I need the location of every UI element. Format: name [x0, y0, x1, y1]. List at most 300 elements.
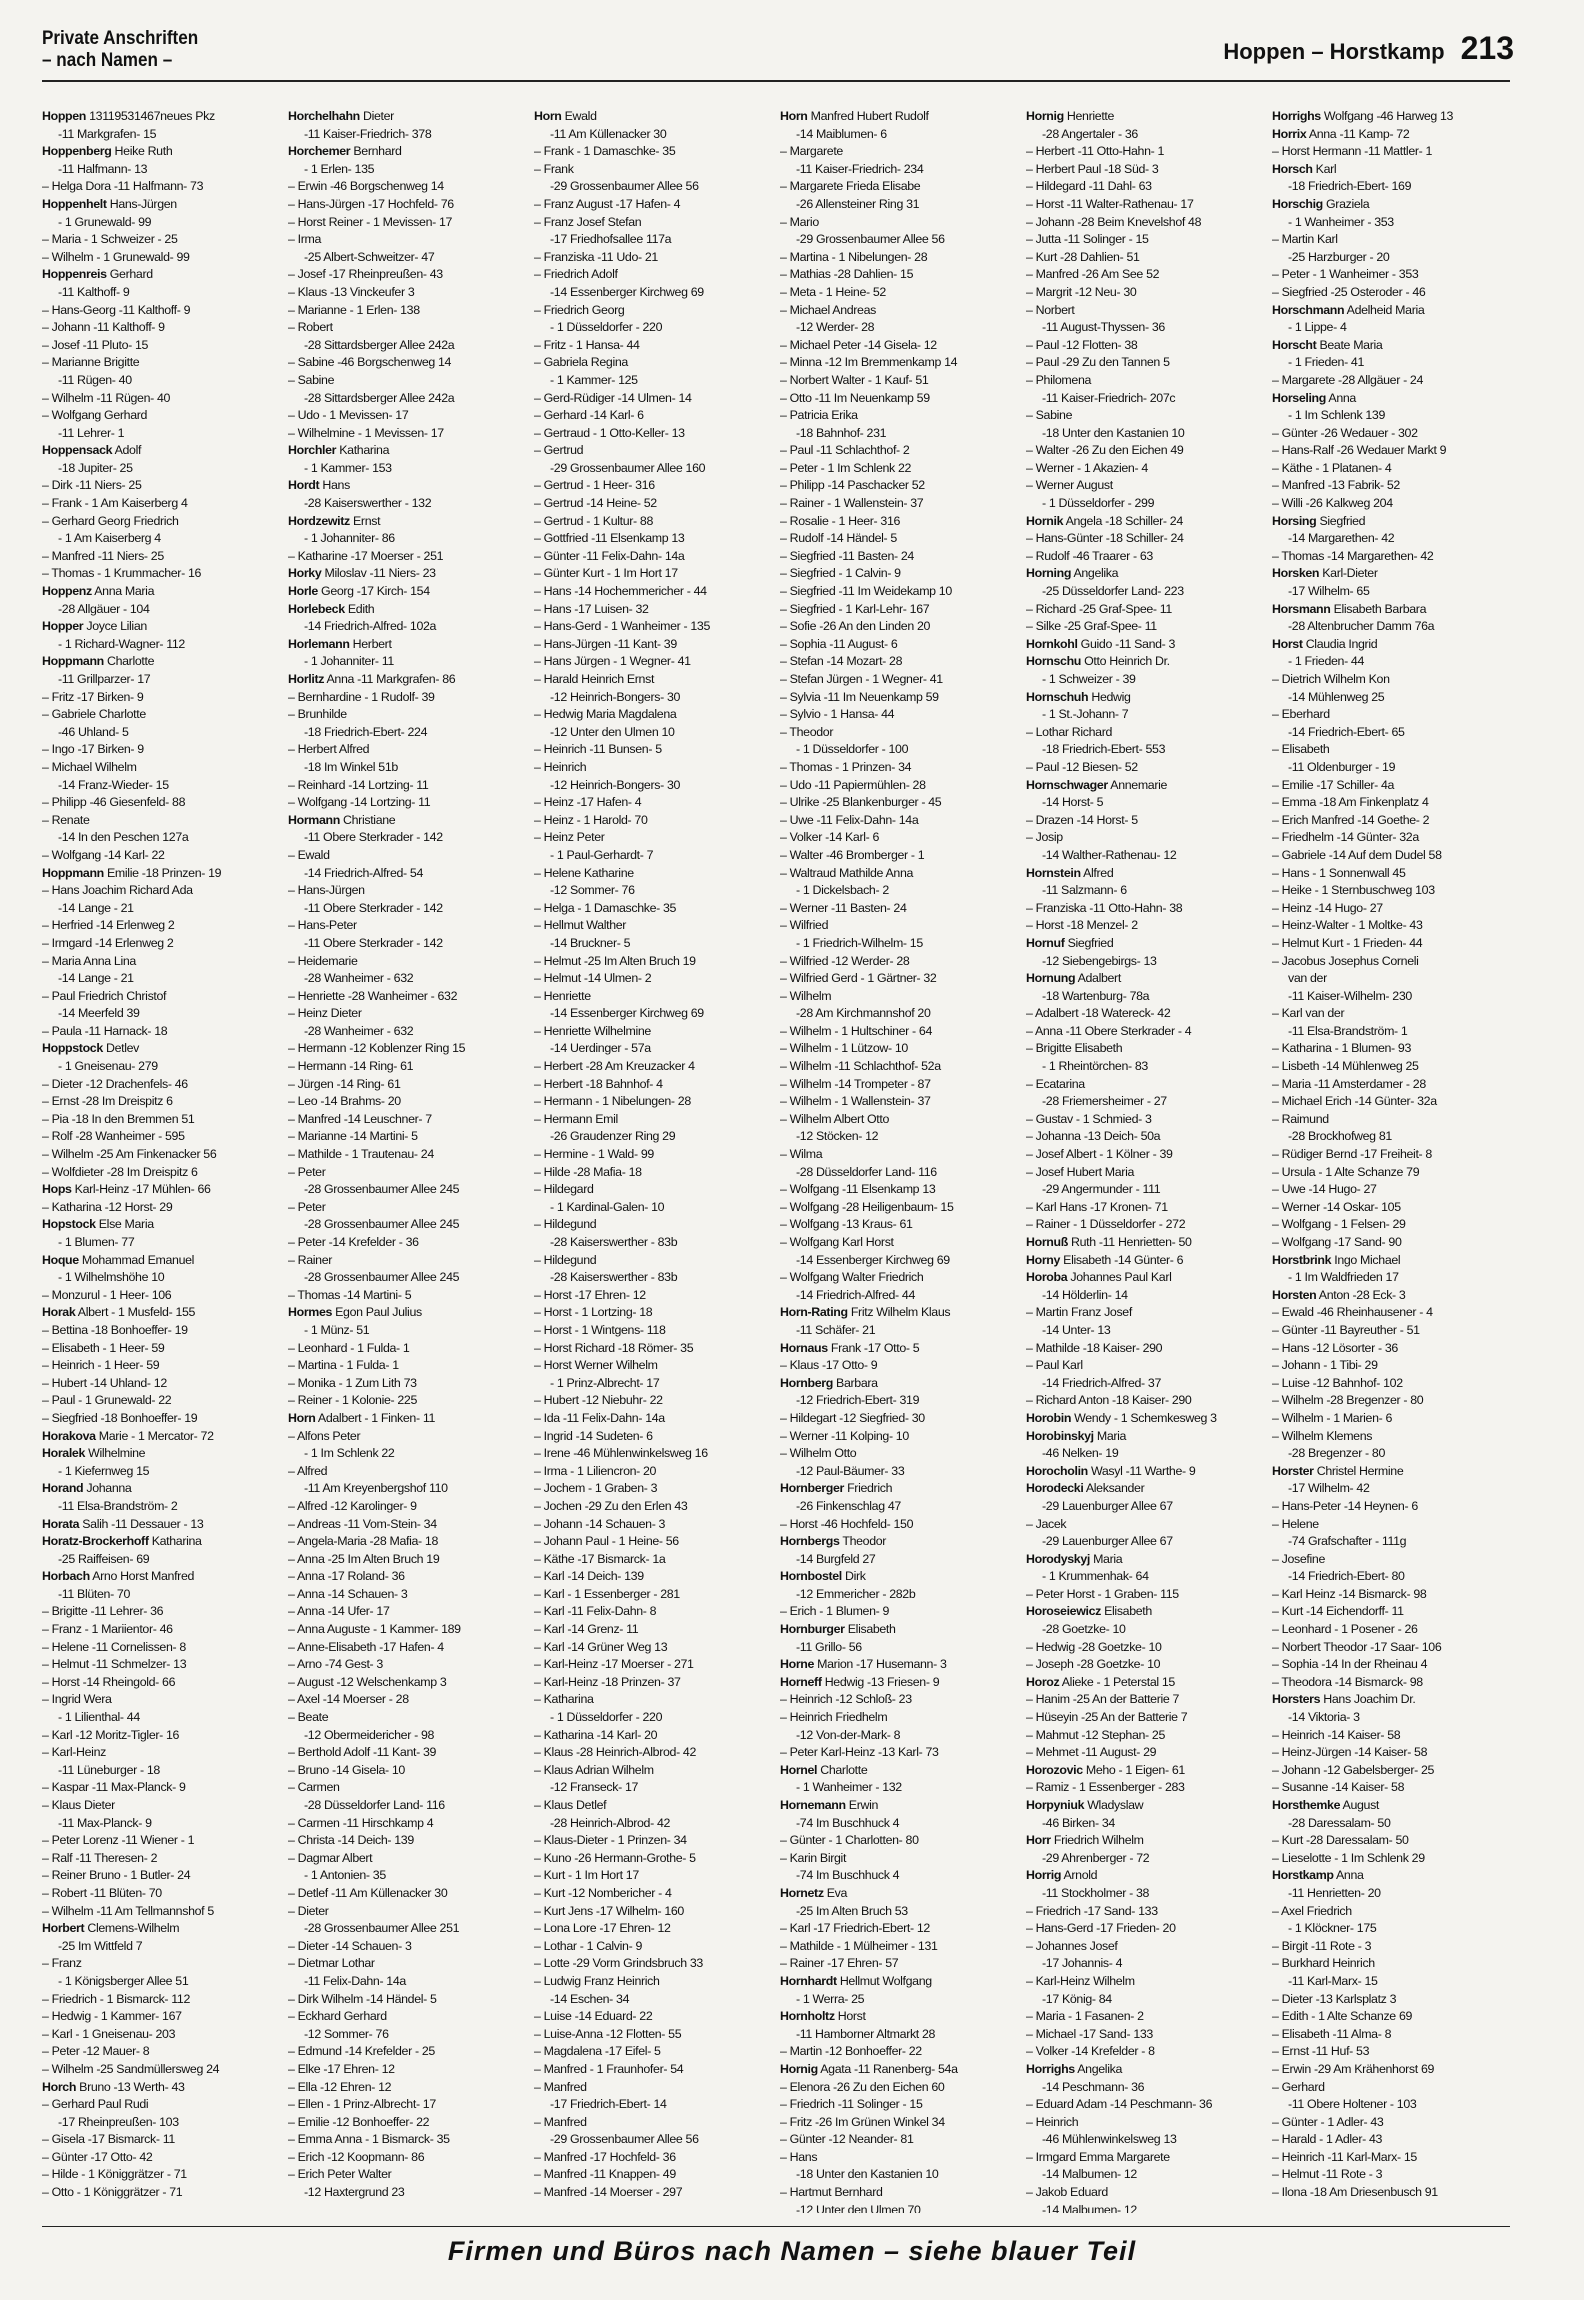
- directory-entry-line: – Pia -18 In den Bremmen 51: [42, 1111, 195, 1126]
- directory-entry-line: – Kurt Jens -17 Wilhelm- 160: [534, 1903, 684, 1918]
- surname: Horlitz: [288, 672, 325, 686]
- directory-entry-line: - 1 Wilhelmshöhe 10: [58, 1270, 165, 1285]
- directory-entry-line: -11 Grillparzer- 17: [58, 672, 151, 686]
- directory-entry-line: - 1 St.-Johann- 7: [1042, 707, 1129, 722]
- surname: Hopper: [42, 619, 84, 634]
- directory-entry-line: - 1 Werra- 25: [796, 1991, 865, 2006]
- directory-column-5: [1026, 108, 1266, 2213]
- directory-entry-line: – Hans-Peter -14 Heynen- 6: [1272, 1498, 1418, 1513]
- entry-detail: Ingo Michael: [1331, 1252, 1401, 1267]
- directory-entry-line: – Anne-Elisabeth -17 Hafen- 4: [288, 1639, 444, 1654]
- entry-detail: Charlotte: [103, 654, 155, 669]
- directory-entry-line: -11 Kaiser-Friedrich- 234: [796, 161, 924, 176]
- directory-entry-line: – Josef Hubert Maria: [1026, 1164, 1135, 1179]
- directory-entry-line: – Günter -12 Neander- 81: [780, 2132, 914, 2147]
- surname: Hornuß: [1026, 1235, 1068, 1249]
- directory-entry-line: – Emilie -12 Bonhoeffer- 22: [288, 2114, 430, 2129]
- directory-entry-line: - 1 Wanheimer - 353: [1288, 214, 1394, 229]
- directory-entry-line: – Bruno -14 Gisela- 10: [288, 1762, 405, 1777]
- directory-entry-line: – Thomas - 1 Krummacher- 16: [42, 566, 202, 581]
- entry-detail: Alfred: [1080, 865, 1114, 880]
- directory-entry-line: - 1 Lippe- 4: [1288, 320, 1347, 335]
- directory-entry-line: – Gerhard Georg Friedrich: [42, 513, 179, 528]
- directory-entry-line: – Wolfgang -14 Lortzing- 11: [288, 795, 431, 810]
- directory-entry-line: – Wilhelm -14 Trompeter - 87: [780, 1076, 931, 1091]
- directory-entry-line: - 1 Kammer- 125: [550, 372, 638, 387]
- directory-entry-line: - 1 Lilienthal- 44: [58, 1710, 140, 1725]
- directory-entry-line: -11 Schäfer- 21: [796, 1322, 876, 1337]
- directory-entry-line: -18 Wartenburg- 78a: [1042, 988, 1150, 1003]
- directory-entry-line: -46 Mühlenwinkelsweg 13: [1042, 2132, 1177, 2147]
- surname: Horrix: [1272, 126, 1307, 141]
- directory-entry-heading: [780, 1304, 1020, 1322]
- directory-entry-line: -14 Uerdinger - 57a: [550, 1041, 651, 1056]
- directory-entry-heading: [780, 1973, 1020, 1991]
- directory-entry-line: – Wilhelm - 1 Marien- 6: [1272, 1410, 1393, 1425]
- directory-entry-line: - 1 Kammer- 153: [304, 460, 392, 475]
- directory-entry-line: – Hellmut Walther: [534, 918, 627, 933]
- entry-detail: Siegfried: [1064, 935, 1114, 950]
- directory-entry-line: -18 Friedrich-Ebert- 169: [1288, 179, 1412, 194]
- directory-entry-line: – Mahmut -12 Stephan- 25: [1026, 1727, 1165, 1742]
- directory-entry-line: – Hans-Peter: [288, 918, 357, 933]
- directory-entry-line: -14 Friedrich-Alfred- 54: [304, 865, 423, 880]
- directory-entry-line: – Robert: [288, 320, 333, 335]
- directory-entry-heading: [1272, 1797, 1512, 1815]
- surname: Horn: [780, 109, 808, 123]
- entry-detail: Angelika: [1074, 2061, 1122, 2076]
- directory-entry-line: – Norbert Theodor -17 Saar- 106: [1272, 1639, 1442, 1654]
- directory-entry-line: – Fritz -17 Birken- 9: [42, 689, 144, 704]
- directory-entry-line: -14 Essenberger Kirchweg 69: [796, 1252, 950, 1267]
- directory-entry-line: -25 Düsseldorfer Land- 223: [1042, 584, 1184, 599]
- directory-entry-line: – Herbert -11 Otto-Hahn- 1: [1026, 144, 1165, 159]
- directory-entry-line: – Kurt -14 Eichendorff- 11: [1272, 1604, 1404, 1619]
- directory-entry-heading: [42, 1252, 282, 1270]
- directory-entry-line: – Ilona -18 Am Driesenbusch 91: [1272, 2185, 1438, 2200]
- directory-entry-line: -14 Mühlenweg 25: [1288, 689, 1385, 704]
- directory-entry-heading: [1272, 601, 1512, 619]
- directory-entry-line: – Karl -14 Deich- 139: [534, 1569, 644, 1584]
- surname: Horlemann: [288, 636, 350, 651]
- directory-entry-line: -28 Brockhofweg 81: [1288, 1129, 1392, 1144]
- entry-detail: Karl-Dieter: [1319, 566, 1378, 581]
- directory-entry-heading: [1272, 108, 1512, 126]
- directory-entry-heading: [288, 1304, 528, 1322]
- entry-detail: Otto Heinrich Dr.: [1081, 654, 1170, 669]
- directory-entry-line: – Frank - 1 Am Kaiserberg 4: [42, 496, 188, 511]
- directory-entry-line: – Uwe -14 Hugo- 27: [1272, 1182, 1377, 1197]
- directory-entry-line: – Margarete Frieda Elisabe: [780, 179, 921, 194]
- directory-entry-line: – Kurt -28 Dahlien- 51: [1026, 249, 1140, 264]
- directory-entry-line: -11 Hamborner Altmarkt 28: [796, 2026, 936, 2041]
- directory-entry-line: – Heinrich - 1 Heer- 59: [42, 1358, 160, 1373]
- directory-entry-line: – Heinrich: [534, 759, 587, 774]
- directory-entry-line: -28 Daressalam- 50: [1288, 1815, 1391, 1830]
- directory-entry-line: – Peter: [288, 1199, 326, 1214]
- entry-detail: 13119531467neues Pkz: [86, 109, 215, 123]
- directory-entry-line: – Silke -25 Graf-Spee- 11: [1026, 619, 1157, 634]
- directory-entry-line: -26 Allensteiner Ring 31: [796, 196, 920, 211]
- directory-entry-line: – Wilhelm Klemens: [1272, 1428, 1373, 1443]
- directory-entry-line: – Ingrid Wera: [42, 1692, 112, 1707]
- directory-entry-heading: [1026, 1480, 1266, 1498]
- surname: Hoque: [42, 1252, 79, 1267]
- directory-entry-line: – Beate: [288, 1710, 329, 1725]
- directory-entry-line: – Carmen: [288, 1780, 340, 1795]
- directory-entry-line: – Herfried -14 Erlenweg 2: [42, 918, 175, 933]
- directory-entry-line: -12 Unter den Ulmen 10: [550, 724, 675, 739]
- directory-entry-line: – Franziska -11 Otto-Hahn- 38: [1026, 900, 1183, 915]
- surname: Horoseiewicz: [1026, 1604, 1101, 1619]
- surname: Horoz: [1026, 1674, 1060, 1689]
- directory-entry-line: – Franz Josef Stefan: [534, 214, 642, 229]
- surname: Horchler: [288, 443, 337, 458]
- directory-entry-line: -14 Bruckner- 5: [550, 935, 631, 950]
- directory-entry-line: -14 Essenberger Kirchweg 69: [550, 1006, 704, 1021]
- directory-entry-line: van der: [1288, 971, 1327, 986]
- directory-entry-line: – Ella -12 Ehren- 12: [288, 2079, 392, 2094]
- directory-entry-line: – Hans-Jürgen: [288, 883, 365, 898]
- entry-detail: Emilie -18 Prinzen- 19: [103, 865, 222, 880]
- directory-entry-line: – Manfred - 1 Fraunhofer- 54: [534, 2061, 684, 2076]
- directory-entry-line: – Martina - 1 Fulda- 1: [288, 1358, 399, 1373]
- directory-entry-line: – Wilhelm -25 Am Finkenacker 56: [42, 1147, 217, 1162]
- directory-entry-line: – Ludwig Franz Heinrich: [534, 1973, 660, 1988]
- directory-entry-line: – Leonhard - 1 Posener - 26: [1272, 1622, 1418, 1637]
- directory-entry-line: – Günter - 1 Charlotten- 80: [780, 1833, 919, 1848]
- directory-entry-line: – Heidemarie: [288, 953, 358, 968]
- directory-entry-heading: [780, 1375, 1020, 1393]
- directory-entry-line: -11 Obere Sterkrader - 142: [304, 935, 443, 950]
- directory-entry-line: – Werner -11 Basten- 24: [780, 900, 907, 915]
- directory-entry-line: – Thomas -14 Martini- 5: [288, 1287, 412, 1302]
- directory-entry-line: – Dirk Wilhelm -14 Händel- 5: [288, 1991, 437, 2006]
- directory-entry-line: -46 Nelken- 19: [1042, 1446, 1119, 1461]
- directory-entry-line: -11 Oldenburger - 19: [1288, 759, 1396, 774]
- directory-entry-line: – Karl -17 Friedrich-Ebert- 12: [780, 1921, 930, 1936]
- directory-entry-line: -12 Haxtergrund 23: [304, 2185, 405, 2200]
- directory-entry-line: - 1 Friedrich-Wilhelm- 15: [796, 935, 923, 950]
- directory-entry-line: – Margarete -28 Allgäuer - 24: [1272, 372, 1424, 387]
- directory-entry-heading: [1272, 126, 1512, 144]
- surname: Hoppenberg: [42, 144, 112, 159]
- directory-entry-line: – Lothar - 1 Calvin- 9: [534, 1938, 643, 1953]
- directory-entry-line: – Wolfgang Gerhard: [42, 408, 148, 423]
- directory-entry-line: – Günter -11 Felix-Dahn- 14a: [534, 548, 685, 563]
- directory-entry-line: – Kuno -26 Hermann-Grothe- 5: [534, 1850, 696, 1865]
- entry-detail: Alieke - 1 Peterstal 15: [1059, 1674, 1175, 1689]
- directory-entry-line: -11 Kaiser-Wilhelm- 230: [1288, 988, 1412, 1003]
- directory-entry-line: – Erwin -29 Am Krähenhorst 69: [1272, 2061, 1435, 2076]
- directory-entry-line: – Hans -17 Luisen- 32: [534, 601, 649, 616]
- entry-detail: Claudia Ingrid: [1302, 636, 1378, 651]
- directory-entry-line: – Birgit -11 Rote - 3: [1272, 1938, 1372, 1953]
- entry-detail: Ruth -11 Henrietten- 50: [1067, 1235, 1192, 1249]
- directory-entry-heading: [780, 1533, 1020, 1551]
- directory-entry-line: – Brigitte Elisabeth: [1026, 1041, 1123, 1056]
- directory-entry-line: - 1 Prinz-Albrecht- 17: [550, 1375, 660, 1390]
- directory-entry-heading: [42, 143, 282, 161]
- entry-detail: Elisabeth: [844, 1622, 896, 1637]
- directory-entry-line: - 1 Düsseldorfer - 299: [1042, 496, 1155, 511]
- directory-entry-line: – Friedrich -11 Solinger - 15: [780, 2097, 923, 2112]
- entry-detail: Guido -11 Sand- 3: [1077, 636, 1176, 651]
- directory-entry-line: – Heinz -17 Hafen- 4: [534, 795, 642, 810]
- entry-detail: Henriette: [1063, 109, 1115, 123]
- directory-entry-line: – Manfred: [534, 2079, 587, 2094]
- directory-entry-line: -28 Düsseldorfer Land- 116: [304, 1798, 445, 1812]
- directory-entry-heading: [288, 565, 528, 583]
- directory-entry-line: – Anna -25 Im Alten Bruch 19: [288, 1551, 440, 1566]
- entry-detail: Katharina: [148, 1534, 202, 1549]
- surname: Horbert: [42, 1921, 85, 1936]
- directory-entry-line: – Wilhelm -25 Sandmüllersweg 24: [42, 2061, 220, 2076]
- directory-entry-line: – Angela-Maria -28 Mafia- 18: [288, 1534, 438, 1549]
- surname: Horky: [288, 566, 322, 581]
- footer-divider: [42, 2226, 1510, 2227]
- entry-detail: Salih -11 Dessauer - 13: [79, 1516, 204, 1531]
- entry-detail: Ernst: [349, 513, 381, 528]
- directory-entry-line: – Hanim -25 An der Batterie 7: [1026, 1692, 1180, 1707]
- directory-entry-heading: [1272, 1463, 1512, 1481]
- directory-entry-line: – Heinrich -12 Schloß- 23: [780, 1692, 912, 1707]
- surname: Horny: [1026, 1252, 1061, 1267]
- directory-entry-line: – Margrit -12 Neu- 30: [1026, 284, 1137, 299]
- surname: Horschig: [1272, 196, 1323, 211]
- directory-entry-line: – Hans-Jürgen -11 Kant- 39: [534, 636, 677, 651]
- surname: Horsten: [1272, 1287, 1317, 1302]
- directory-entry-line: – Sylvia -11 Im Neuenkamp 59: [780, 689, 939, 704]
- directory-entry-heading: [780, 1621, 1020, 1639]
- directory-entry-line: – Eberhard: [1272, 707, 1330, 722]
- surname: Horodyskyj: [1026, 1551, 1090, 1566]
- surname: Hornkohl: [1026, 636, 1078, 651]
- directory-entry-heading: [1026, 653, 1266, 671]
- directory-entry-line: – Klaus-Dieter - 1 Prinzen- 34: [534, 1833, 687, 1848]
- directory-entry-line: – Anna -14 Schauen- 3: [288, 1586, 408, 1601]
- directory-entry-line: – Käthe - 1 Platanen- 4: [1272, 460, 1392, 475]
- directory-entry-line: – Friedrich -17 Sand- 133: [1026, 1903, 1158, 1918]
- directory-entry-line: – Burkhard Heinrich: [1272, 1956, 1375, 1971]
- directory-entry-line: – Michael Andreas: [780, 302, 876, 317]
- directory-entry-line: - 1 Erlen- 135: [304, 161, 375, 176]
- directory-entry-line: – Karl Hans -17 Kronen- 71: [1026, 1199, 1168, 1214]
- directory-entry-line: – Hilde -28 Mafia- 18: [534, 1164, 642, 1179]
- directory-entry-line: – Sofie -26 An den Linden 20: [780, 619, 931, 634]
- directory-entry-line: – Hilde - 1 Königgrätzer - 71: [42, 2167, 187, 2182]
- surname: Hornig: [780, 2061, 818, 2076]
- directory-entry-line: – Edmund -14 Krefelder - 25: [288, 2044, 435, 2059]
- directory-entry-line: – Jacobus Josephus Corneli: [1272, 953, 1419, 968]
- directory-entry-line: – Patricia Erika: [780, 408, 858, 423]
- directory-entry-line: – Werner August: [1026, 478, 1113, 493]
- directory-entry-line: – Johann -28 Beim Knevelshof 48: [1026, 214, 1202, 229]
- directory-entry-line: – Luise -12 Bahnhof- 102: [1272, 1375, 1403, 1390]
- directory-entry-heading: [780, 1674, 1020, 1692]
- directory-entry-line: – Brigitte -11 Lehrer- 36: [42, 1604, 164, 1619]
- directory-entry-line: – Stefan -14 Mozart- 28: [780, 654, 903, 669]
- directory-entry-line: -11 Blüten- 70: [58, 1586, 131, 1601]
- entry-detail: Angelika: [1071, 566, 1119, 581]
- directory-entry-line: – Heinz-Walter - 1 Moltke- 43: [1272, 918, 1423, 933]
- directory-entry-line: – Eckhard Gerhard: [288, 2009, 387, 2024]
- directory-entry-line: -11 Kaiser-Friedrich- 207c: [1042, 390, 1176, 405]
- directory-entry-line: – Reinhard -14 Lortzing- 11: [288, 777, 429, 792]
- directory-entry-line: – Peter: [288, 1164, 326, 1179]
- surname: Hornstein: [1026, 865, 1081, 880]
- directory-entry-line: -26 Finkenschlag 47: [796, 1498, 901, 1513]
- surname: Horchelhahn: [288, 109, 360, 123]
- directory-entry-line: – Lotte -29 Vorm Grindsbruch 33: [534, 1956, 703, 1971]
- directory-entry-line: – Wolfgang - 1 Felsen- 29: [1272, 1217, 1406, 1232]
- directory-entry-line: – Helene: [1272, 1516, 1319, 1531]
- directory-column-3: [534, 108, 774, 2213]
- directory-entry-line: -18 Friedrich-Ebert- 224: [304, 724, 428, 739]
- directory-entry-line: – Sophia -14 In der Rheinau 4: [1272, 1657, 1428, 1672]
- directory-entry-heading: [1026, 108, 1266, 126]
- directory-entry-line: -28 Am Kirchmannshof 20: [796, 1006, 931, 1021]
- directory-entry-line: – Katharina: [534, 1692, 594, 1707]
- surname: Horlebeck: [288, 601, 345, 616]
- directory-entry-heading: [42, 1516, 282, 1534]
- directory-entry-line: – Siegfried - 1 Calvin- 9: [780, 566, 901, 581]
- header-divider: [42, 80, 1510, 82]
- directory-entry-heading: [42, 2079, 282, 2097]
- directory-entry-line: – Horst -11 Walter-Rathenau- 17: [1026, 196, 1194, 211]
- directory-entry-line: – Gerhard Paul Rudi: [42, 2097, 149, 2112]
- directory-entry-line: – Magdalena -17 Eifel- 5: [534, 2044, 661, 2059]
- directory-entry-line: – Heinz - 1 Harold- 70: [534, 812, 648, 827]
- entry-detail: Edith: [344, 601, 375, 616]
- directory-entry-line: -14 Lange - 21: [58, 900, 134, 915]
- surname: Hornburger: [780, 1622, 845, 1637]
- directory-entry-line: – Jakob Eduard: [1026, 2185, 1108, 2200]
- directory-entry-line: – Wolfgang Walter Friedrich: [780, 1270, 924, 1285]
- directory-entry-line: – Hans -14 Hochemmericher - 44: [534, 584, 707, 599]
- directory-entry-line: -14 Essenberger Kirchweg 69: [550, 284, 704, 299]
- entry-detail: Erwin: [845, 1798, 879, 1812]
- entry-detail: Karl: [1312, 161, 1337, 176]
- directory-entry-line: – Philomena: [1026, 372, 1092, 387]
- surname: Hoppstock: [42, 1041, 103, 1056]
- directory-entry-line: – Irmgard Emma Margarete: [1026, 2149, 1170, 2164]
- directory-entry-line: – August -12 Welschenkamp 3: [288, 1674, 447, 1689]
- directory-entry-line: - 1 Im Schlenk 139: [1288, 408, 1386, 423]
- surname: Horning: [1026, 566, 1072, 581]
- directory-entry-line: -28 Grossenbaumer Allee 245: [304, 1182, 460, 1197]
- directory-entry-line: – Christa -14 Deich- 139: [288, 1833, 414, 1848]
- directory-entry-heading: [780, 108, 1020, 126]
- directory-entry-line: – Mathilde -18 Kaiser- 290: [1026, 1340, 1163, 1355]
- surname: Horak: [42, 1305, 76, 1320]
- directory-entry-line: – Monika - 1 Zum Lith 73: [288, 1375, 417, 1390]
- directory-entry-line: -28 Grossenbaumer Allee 251: [304, 1921, 460, 1936]
- directory-entry-line: – Paul -12 Flotten- 38: [1026, 337, 1138, 352]
- entry-detail: Agata -11 Ranenberg- 54a: [817, 2061, 958, 2076]
- directory-entry-line: – Wilhelm -11 Schlachthof- 52a: [780, 1059, 941, 1074]
- directory-entry-line: – Wilhelm - 1 Hultschiner - 64: [780, 1023, 933, 1038]
- directory-entry-heading: [42, 1920, 282, 1938]
- directory-entry-line: – Helmut -11 Rote - 3: [1272, 2167, 1383, 2182]
- directory-entry-line: – Günter Kurt - 1 Im Hort 17: [534, 566, 678, 581]
- directory-entry-line: – Volker -14 Karl- 6: [780, 830, 880, 845]
- directory-entry-line: -74 Im Buschhuck 4: [796, 1815, 900, 1830]
- directory-entry-line: -28 Goetzke- 10: [1042, 1622, 1126, 1637]
- directory-entry-line: -12 Unter den Ulmen 70: [796, 2202, 921, 2213]
- directory-entry-line: – Johann -11 Kalthoff- 9: [42, 320, 165, 335]
- directory-entry-line: -14 Viktoria- 3: [1288, 1710, 1360, 1725]
- directory-entry-line: – Gabriele Charlotte: [42, 707, 146, 722]
- directory-entry-line: -17 Wilhelm- 65: [1288, 584, 1370, 599]
- entry-detail: Bernhard: [350, 144, 402, 159]
- surname: Horster: [1272, 1463, 1314, 1478]
- surname: Hornel: [780, 1762, 818, 1777]
- directory-entry-line: - 1 Klöckner- 175: [1288, 1921, 1377, 1936]
- directory-entry-line: – Paula -11 Harnack- 18: [42, 1023, 168, 1038]
- directory-entry-line: – Josef Albert - 1 Kölner - 39: [1026, 1147, 1173, 1162]
- directory-entry-line: - 1 Grunewald- 99: [58, 214, 152, 229]
- directory-entry-line: – Elisabeth - 1 Heer- 59: [42, 1340, 165, 1355]
- directory-entry-heading: [42, 865, 282, 883]
- entry-detail: Adalbert: [1075, 971, 1121, 986]
- directory-entry-line: – Horst Reiner - 1 Mevissen- 17: [288, 214, 453, 229]
- directory-entry-line: – Erich Peter Walter: [288, 2167, 392, 2182]
- directory-entry-line: -46 Uhland- 5: [58, 724, 129, 739]
- entry-detail: Gerhard: [106, 267, 153, 282]
- directory-entry-line: – Bettina -18 Bonhoeffer- 19: [42, 1322, 188, 1337]
- directory-entry-line: – Kurt -28 Daressalam- 50: [1272, 1833, 1409, 1848]
- surname: Horsing: [1272, 513, 1317, 528]
- directory-entry-line: – Siegfried -11 Basten- 24: [780, 548, 914, 563]
- directory-entry-line: – Katharina -12 Horst- 29: [42, 1199, 173, 1214]
- directory-entry-line: – Günter - 1 Adler- 43: [1272, 2114, 1384, 2129]
- directory-entry-line: – Heinz-Jürgen -14 Kaiser- 58: [1272, 1745, 1428, 1760]
- directory-entry-line: – Hartmut Bernhard: [780, 2185, 883, 2200]
- directory-entry-line: – Hüseyin -25 An der Batterie 7: [1026, 1710, 1188, 1725]
- directory-entry-line: – Hermann -14 Ring- 61: [288, 1059, 414, 1074]
- directory-entry-line: -14 Friedrich-Alfred- 102a: [304, 619, 437, 634]
- directory-entry-line: - 1 Frieden- 44: [1288, 654, 1365, 669]
- directory-entry-heading: [1026, 1674, 1266, 1692]
- directory-entry-line: -14 Walther-Rathenau- 12: [1042, 847, 1177, 862]
- surname: Horozovic: [1026, 1762, 1083, 1777]
- entry-detail: Horst: [834, 2009, 866, 2024]
- directory-entry-heading: [288, 583, 528, 601]
- directory-entry-line: – Heinrich Friedhelm: [780, 1710, 888, 1725]
- directory-entry-heading: [1026, 935, 1266, 953]
- directory-entry-line: -11 Kaiser-Friedrich- 378: [304, 126, 432, 141]
- directory-entry-line: – Lieselotte - 1 Im Schlenk 29: [1272, 1850, 1425, 1865]
- directory-entry-line: – Peter -14 Krefelder - 36: [288, 1235, 419, 1249]
- directory-entry-heading: [1272, 302, 1512, 320]
- directory-entry-line: – Gottfried -11 Elsenkamp 13: [534, 531, 685, 546]
- directory-entry-line: – Wilhelm -11 Rügen- 40: [42, 390, 171, 405]
- surname: Hornholtz: [780, 2009, 835, 2024]
- entry-detail: Hans Joachim Dr.: [1320, 1692, 1416, 1707]
- surname: Horch: [42, 2079, 77, 2094]
- directory-entry-line: -14 Maiblumen- 6: [796, 126, 887, 141]
- directory-entry-line: – Otto - 1 Königgrätzer - 71: [42, 2185, 183, 2200]
- directory-entry-line: – Lothar Richard: [1026, 724, 1113, 739]
- directory-entry-line: -11 Am Kreyenbergshof 110: [304, 1481, 448, 1496]
- directory-entry-line: – Raimund: [1272, 1111, 1329, 1126]
- directory-entry-heading: [1272, 513, 1512, 531]
- directory-entry-line: – Henriette: [534, 988, 591, 1003]
- directory-entry-heading: [288, 1410, 528, 1428]
- directory-entry-line: -14 Burgfeld 27: [796, 1551, 876, 1566]
- directory-entry-line: – Wilhelm -11 Am Tellmannshof 5: [42, 1903, 214, 1918]
